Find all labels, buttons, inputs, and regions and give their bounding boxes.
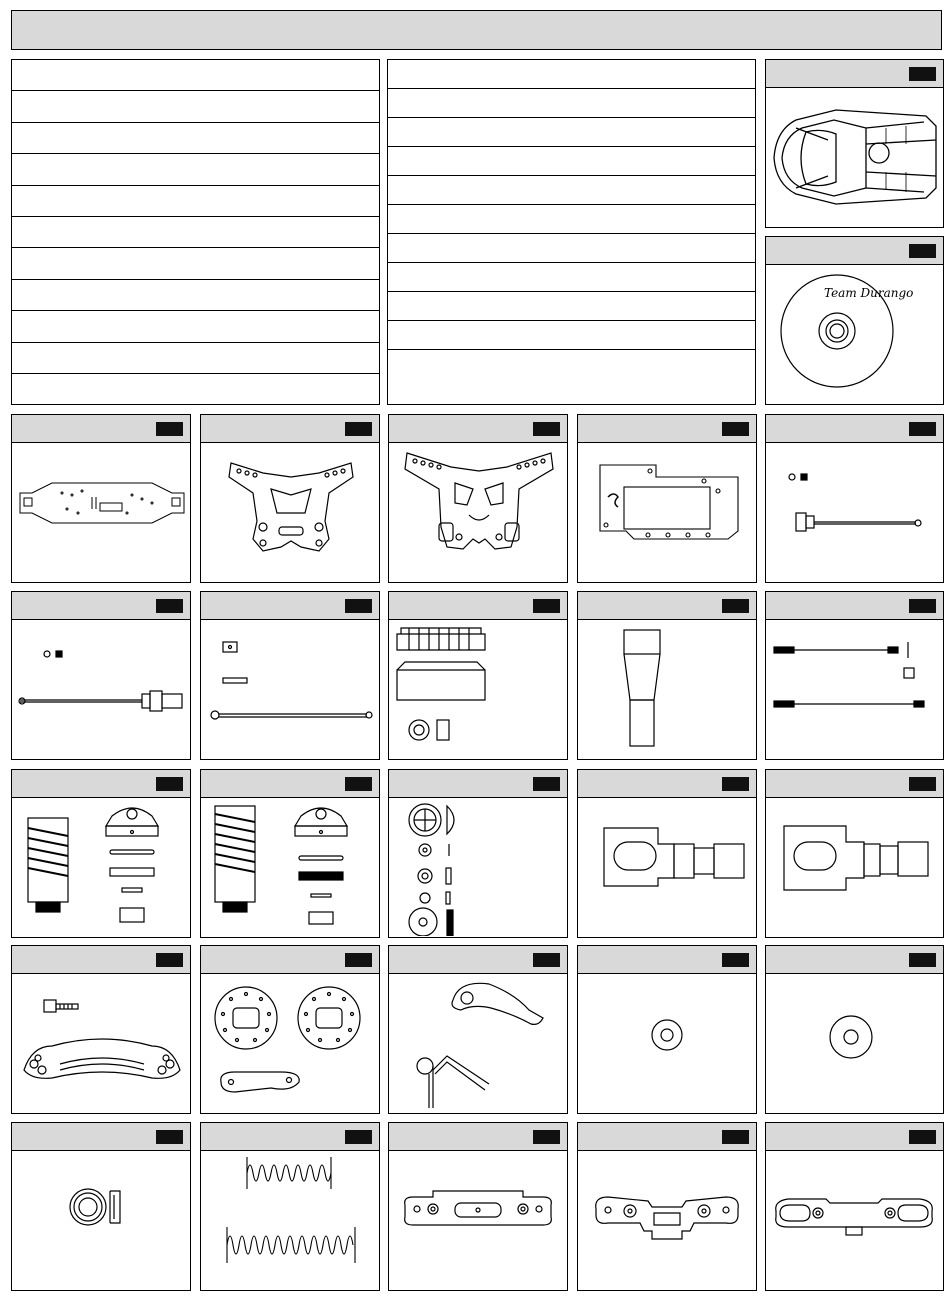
brake-cam-drawing (389, 974, 567, 1112)
part-number-tag (345, 777, 372, 791)
part-cell-washer-small (577, 945, 757, 1114)
part-number-tag (533, 1130, 560, 1144)
rear-arm-mount-b-drawing (766, 1151, 942, 1289)
part-cell-rear-arm-mount-b (765, 1122, 944, 1291)
washer-large-drawing (766, 974, 942, 1112)
part-cell-chassis-plate (11, 414, 191, 583)
part-cell-rear-cvd-driveshaft (11, 591, 191, 760)
chassis-plate-drawing (12, 443, 190, 581)
rear-shock-body-drawing (201, 798, 379, 936)
part-number-tag (533, 777, 560, 791)
list-row (12, 374, 379, 404)
list-row (12, 343, 379, 374)
parts-list-right (387, 59, 756, 405)
part-number-tag (156, 599, 183, 613)
body-shell-drawing (766, 88, 942, 226)
shock-pistons-drawing (389, 798, 567, 936)
decal-logo-text: Team Durango (824, 286, 914, 300)
part-cell-rear-shock-tower (388, 414, 568, 583)
part-cell-bearing (11, 1122, 191, 1291)
list-row (388, 292, 755, 321)
radio-plate-drawing (578, 443, 756, 581)
part-cell-shock-tool (577, 591, 757, 760)
page-header-bar (11, 10, 942, 50)
washer-small-drawing (578, 974, 756, 1112)
list-row (12, 60, 379, 91)
part-number-tag (533, 422, 560, 436)
part-cell-front-arm-mount (388, 1122, 568, 1291)
list-row (12, 217, 379, 248)
front-cvd-drawing (766, 443, 942, 581)
rear-hub-drawing (766, 798, 942, 936)
rear-arm-mount-a-drawing (578, 1151, 756, 1289)
list-row (388, 205, 755, 234)
part-number-tag (156, 1130, 183, 1144)
part-number-tag (909, 422, 936, 436)
front-hub-drawing (578, 798, 756, 936)
part-cell-rear-shock-body (200, 769, 380, 938)
part-number-tag (533, 953, 560, 967)
part-number-tag (722, 599, 749, 613)
part-cell-brake-cam-wire (388, 945, 568, 1114)
list-row (388, 118, 755, 147)
part-cell-front-shock-tower (200, 414, 380, 583)
part-number-tag (156, 422, 183, 436)
part-number-tag (722, 422, 749, 436)
list-row (388, 89, 755, 118)
list-row (388, 321, 755, 350)
part-cell-shock-springs (200, 1122, 380, 1291)
list-row (12, 91, 379, 122)
part-cell-servo-horn-brace (11, 945, 191, 1114)
front-shock-body-drawing (12, 798, 190, 936)
servo-brace-drawing (12, 974, 190, 1112)
part-number-tag (156, 777, 183, 791)
part-number-tag (533, 599, 560, 613)
list-row (12, 248, 379, 279)
list-row (12, 123, 379, 154)
list-row (388, 263, 755, 292)
list-row (388, 60, 755, 89)
part-number-tag (722, 777, 749, 791)
part-cell-turnbuckles (765, 591, 944, 760)
part-cell-rear-arm-mount-a (577, 1122, 757, 1291)
part-number-tag (909, 1130, 936, 1144)
part-cell-front-cvd-driveshaft (765, 414, 944, 583)
list-row (12, 186, 379, 217)
list-row (12, 311, 379, 342)
part-number-tag (909, 953, 936, 967)
part-cell-brake-discs (200, 945, 380, 1114)
part-cell-steering-link (200, 591, 380, 760)
shock-springs-drawing (201, 1151, 379, 1289)
brake-discs-drawing (201, 974, 379, 1112)
front-shock-tower-drawing (201, 443, 379, 581)
part-cell-body-shell (765, 59, 944, 228)
list-row (388, 350, 755, 378)
list-row (388, 147, 755, 176)
turnbuckles-drawing (766, 620, 942, 758)
rear-cvd-drawing (12, 620, 190, 758)
front-arm-mount-drawing (389, 1151, 567, 1289)
parts-list-left (11, 59, 380, 405)
part-cell-decal-sheet (765, 236, 944, 405)
part-number-tag (909, 67, 936, 81)
part-cell-radio-plate (577, 414, 757, 583)
steering-link-drawing (201, 620, 379, 758)
decal-disc-drawing (766, 265, 942, 403)
part-number-tag (909, 777, 936, 791)
list-row (12, 280, 379, 311)
part-number-tag (345, 599, 372, 613)
part-cell-front-hub (577, 769, 757, 938)
part-cell-shock-pistons (388, 769, 568, 938)
part-number-tag (345, 953, 372, 967)
shock-tool-drawing (578, 620, 756, 758)
spur-gear-drawing (389, 620, 567, 758)
part-number-tag (909, 599, 936, 613)
part-number-tag (722, 953, 749, 967)
part-number-tag (909, 244, 936, 258)
bearing-drawing (12, 1151, 190, 1289)
part-number-tag (722, 1130, 749, 1144)
part-cell-spur-gear (388, 591, 568, 760)
list-row (12, 154, 379, 185)
part-cell-rear-hub (765, 769, 944, 938)
list-row (388, 176, 755, 205)
part-cell-washer-large (765, 945, 944, 1114)
part-number-tag (345, 1130, 372, 1144)
part-cell-front-shock-body (11, 769, 191, 938)
rear-shock-tower-drawing (389, 443, 567, 581)
part-number-tag (156, 953, 183, 967)
part-number-tag (345, 422, 372, 436)
list-row (388, 234, 755, 263)
